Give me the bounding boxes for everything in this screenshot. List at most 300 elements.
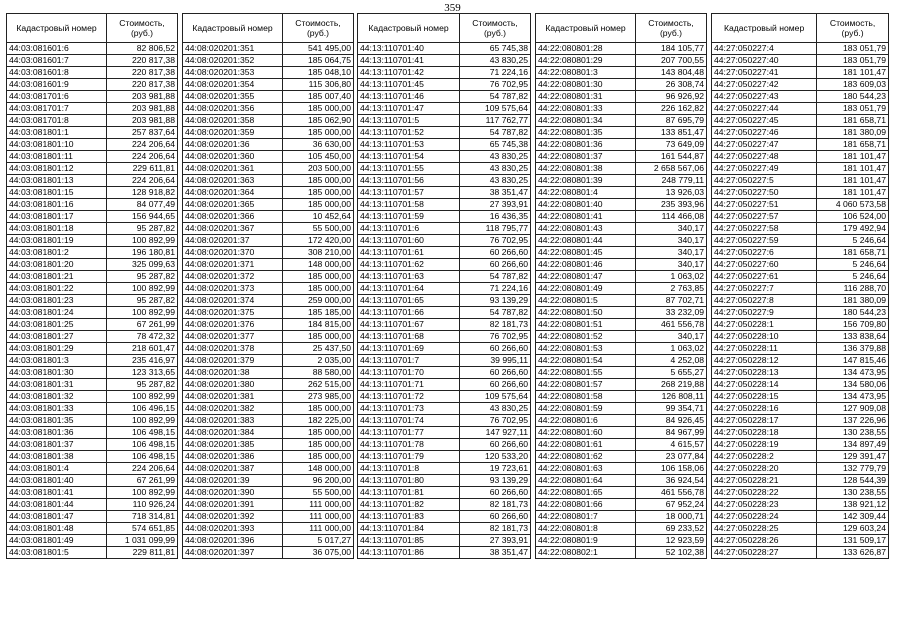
table-row [712,187,889,199]
cost-cell: 67 261,99 [107,319,178,331]
cost-cell: 185 000,00 [283,127,354,139]
table-row [712,139,889,151]
cost-cell: 2 763,85 [636,283,707,295]
cost-cell: 100 892,99 [107,283,178,295]
cadastral-number-cell: 44:08:020201:358 [183,115,283,127]
cost-cell: 325 099,63 [107,259,178,271]
cadastral-number-cell: 44:27:050227:51 [712,199,817,211]
cost-cell: 134 473,95 [817,391,889,403]
cost-cell: 87 695,79 [636,115,707,127]
table-row [358,319,531,331]
table-row [7,43,178,55]
cadastral-number-cell: 44:22:080801:40 [536,199,636,211]
cadastral-number-cell: 44:08:020201:365 [183,199,283,211]
table-row [712,511,889,523]
cadastral-number-cell: 44:03:081801:17 [7,211,107,223]
cadastral-number-cell: 44:22:080801:29 [536,55,636,67]
cadastral-number-cell: 44:27:050227:6 [712,247,817,259]
table-row [183,103,354,115]
cadastral-table [357,13,531,559]
header-number: Кадастровый номер [536,14,636,43]
cost-cell: 132 779,79 [817,463,889,475]
cadastral-number-cell: 44:13:110701:78 [358,439,460,451]
table-row [7,283,178,295]
table-row [358,139,531,151]
cost-cell: 203 500,00 [283,163,354,175]
cadastral-number-cell: 44:22:080801:6 [536,415,636,427]
header-cost: Стоимость, (руб.) [817,14,889,43]
cadastral-number-cell: 44:03:081801:40 [7,475,107,487]
cadastral-number-cell: 44:08:020201:372 [183,271,283,283]
cost-cell: 54 787,82 [460,271,531,283]
cadastral-number-cell: 44:03:081801:16 [7,199,107,211]
cadastral-number-cell: 44:22:080801:7 [536,511,636,523]
table-row [712,367,889,379]
table-row [7,259,178,271]
table-row [7,379,178,391]
cost-cell: 203 981,88 [107,115,178,127]
cadastral-number-cell: 44:03:081801:13 [7,175,107,187]
cost-cell: 52 102,38 [636,547,707,559]
cost-cell: 340,17 [636,223,707,235]
table-row [712,163,889,175]
table-row [712,427,889,439]
cadastral-number-cell: 44:03:081801:36 [7,427,107,439]
cadastral-number-cell: 44:27:050227:5 [712,175,817,187]
cost-cell: 1 063,02 [636,271,707,283]
cost-cell: 128 544,39 [817,475,889,487]
cost-cell: 224 206,64 [107,139,178,151]
cost-cell: 110 926,24 [107,499,178,511]
table-row [712,475,889,487]
cadastral-number-cell: 44:08:020201:379 [183,355,283,367]
cost-cell: 128 918,82 [107,187,178,199]
cost-cell: 43 830,25 [460,175,531,187]
table-row [358,271,531,283]
cost-cell: 109 575,64 [460,391,531,403]
cost-cell: 262 515,00 [283,379,354,391]
table-row [358,343,531,355]
table-row [358,151,531,163]
cadastral-number-cell: 44:03:081801:24 [7,307,107,319]
table-row [712,307,889,319]
cadastral-number-cell: 44:13:110701:62 [358,259,460,271]
table-row [183,163,354,175]
cost-cell: 268 219,88 [636,379,707,391]
table-row [183,511,354,523]
cost-cell: 5 655,27 [636,367,707,379]
header-number: Кадастровый номер [183,14,283,43]
table-row [358,427,531,439]
cost-cell: 116 288,70 [817,283,889,295]
cost-cell: 54 787,82 [460,127,531,139]
table-row [183,211,354,223]
cost-cell: 43 830,25 [460,151,531,163]
cadastral-number-cell: 44:13:110701:82 [358,499,460,511]
cadastral-number-cell: 44:22:080801:35 [536,127,636,139]
table-row [7,391,178,403]
table-row [536,355,707,367]
table-row [183,115,354,127]
cost-cell: 16 436,35 [460,211,531,223]
table-row [183,271,354,283]
cadastral-number-cell: 44:08:020201:396 [183,535,283,547]
cost-cell: 129 391,47 [817,451,889,463]
cadastral-number-cell: 44:03:081801:18 [7,223,107,235]
table-row [183,91,354,103]
cost-cell: 23 077,84 [636,451,707,463]
cost-cell: 182 225,00 [283,415,354,427]
cost-cell: 5 246,64 [817,259,889,271]
cadastral-number-cell: 44:22:080801:4 [536,187,636,199]
cadastral-number-cell: 44:13:110701:56 [358,175,460,187]
cost-cell: 76 702,95 [460,331,531,343]
cadastral-number-cell: 44:27:050228:15 [712,391,817,403]
cadastral-number-cell: 44:08:020201:367 [183,223,283,235]
cadastral-number-cell: 44:22:080801:33 [536,103,636,115]
cadastral-number-cell: 44:13:110701:47 [358,103,460,115]
cost-cell: 95 287,82 [107,271,178,283]
cost-cell: 60 266,60 [460,379,531,391]
cadastral-number-cell: 44:13:110701:71 [358,379,460,391]
table-row [183,343,354,355]
table-row [358,487,531,499]
table-row [536,283,707,295]
cadastral-number-cell: 44:27:050227:45 [712,115,817,127]
table-row [7,439,178,451]
table-row [7,271,178,283]
cost-cell: 27 393,91 [460,199,531,211]
cost-cell: 95 287,82 [107,295,178,307]
cost-cell: 129 603,24 [817,523,889,535]
cost-cell: 130 238,55 [817,487,889,499]
cadastral-number-cell: 44:27:050228:14 [712,379,817,391]
table-row [712,295,889,307]
cadastral-number-cell: 44:22:080802:1 [536,547,636,559]
cadastral-number-cell: 44:03:081801:30 [7,367,107,379]
table-row [183,67,354,79]
cadastral-number-cell: 44:27:050227:4 [712,43,817,55]
cost-cell: 181 101,47 [817,163,889,175]
cadastral-number-cell: 44:13:110701:68 [358,331,460,343]
cost-cell: 172 420,00 [283,235,354,247]
table-row [7,319,178,331]
cost-cell: 185 007,40 [283,91,354,103]
cadastral-number-cell: 44:27:050228:27 [712,547,817,559]
cadastral-number-cell: 44:27:050227:43 [712,91,817,103]
table-row [183,487,354,499]
cadastral-number-cell: 44:22:080801:8 [536,523,636,535]
table-row [358,547,531,559]
table-row [183,499,354,511]
cost-cell: 183 051,79 [817,43,889,55]
cost-cell: 82 181,73 [460,499,531,511]
page-number: 359 [444,2,461,14]
table-row [7,355,178,367]
table-row [358,199,531,211]
cadastral-number-cell: 44:27:050227:42 [712,79,817,91]
header-cost: Стоимость, (руб.) [636,14,707,43]
cost-cell: 181 658,71 [817,115,889,127]
cadastral-number-cell: 44:03:081701:7 [7,103,107,115]
cadastral-number-cell: 44:27:050228:19 [712,439,817,451]
table-row [712,535,889,547]
table-row [358,247,531,259]
cadastral-number-cell: 44:27:050228:26 [712,535,817,547]
cost-cell: 235 416,97 [107,355,178,367]
cadastral-number-cell: 44:13:110701:53 [358,139,460,151]
table-row [536,487,707,499]
table-row [712,331,889,343]
cost-cell: 136 379,88 [817,343,889,355]
cost-cell: 138 921,12 [817,499,889,511]
cost-cell: 224 206,64 [107,151,178,163]
table-row [536,67,707,79]
cadastral-number-cell: 44:27:050227:46 [712,127,817,139]
cadastral-number-cell: 44:27:050228:21 [712,475,817,487]
table-row [183,403,354,415]
table-row [183,427,354,439]
cadastral-number-cell: 44:13:110701:63 [358,271,460,283]
table-row [358,463,531,475]
cadastral-number-cell: 44:03:081801:11 [7,151,107,163]
table-row [183,439,354,451]
table-row [712,91,889,103]
cadastral-number-cell: 44:22:080801:5 [536,295,636,307]
table-row [7,55,178,67]
cadastral-number-cell: 44:08:020201:380 [183,379,283,391]
cost-cell: 39 995,11 [460,355,531,367]
table-row [183,475,354,487]
cost-cell: 106 498,15 [107,439,178,451]
cost-cell: 574 651,85 [107,523,178,535]
cadastral-table [711,13,889,559]
cadastral-number-cell: 44:03:081801:33 [7,403,107,415]
cadastral-number-cell: 44:03:081801:27 [7,331,107,343]
cost-cell: 185 000,00 [283,427,354,439]
cadastral-number-cell: 44:08:020201:386 [183,451,283,463]
cost-cell: 340,17 [636,247,707,259]
table-row [536,367,707,379]
cadastral-number-cell: 44:08:020201:360 [183,151,283,163]
table-row [712,211,889,223]
table-row [7,331,178,343]
cost-cell: 106 158,06 [636,463,707,475]
cadastral-number-cell: 44:27:050228:17 [712,415,817,427]
cadastral-number-cell: 44:13:110701:85 [358,535,460,547]
cadastral-number-cell: 44:08:020201:37 [183,235,283,247]
table-row [7,139,178,151]
cadastral-number-cell: 44:03:081801:38 [7,451,107,463]
cadastral-number-cell: 44:22:080801:34 [536,115,636,127]
cost-cell: 2 658 567,06 [636,163,707,175]
cadastral-number-cell: 44:08:020201:391 [183,499,283,511]
cadastral-number-cell: 44:03:081701:6 [7,91,107,103]
cost-cell: 181 658,71 [817,139,889,151]
cost-cell: 203 981,88 [107,91,178,103]
table-row [7,367,178,379]
header-row [183,14,354,43]
cost-cell: 185 062,90 [283,115,354,127]
table-row [7,295,178,307]
table-row [358,307,531,319]
cost-cell: 84 926,45 [636,415,707,427]
cost-cell: 5 246,64 [817,271,889,283]
cadastral-number-cell: 44:03:081801:21 [7,271,107,283]
cost-cell: 111 000,00 [283,523,354,535]
cadastral-number-cell: 44:08:020201:370 [183,247,283,259]
cost-cell: 55 500,00 [283,487,354,499]
cadastral-number-cell: 44:08:020201:36 [183,139,283,151]
cost-cell: 43 830,25 [460,403,531,415]
cost-cell: 111 000,00 [283,499,354,511]
cadastral-number-cell: 44:13:110701:57 [358,187,460,199]
cost-cell: 131 509,17 [817,535,889,547]
cadastral-table [182,13,354,559]
table-row [536,235,707,247]
cadastral-number-cell: 44:08:020201:375 [183,307,283,319]
table-row [7,487,178,499]
table-row [358,79,531,91]
cadastral-number-cell: 44:22:080801:43 [536,223,636,235]
cost-cell: 93 139,29 [460,295,531,307]
cost-cell: 5 246,64 [817,235,889,247]
table-row [7,223,178,235]
table-row [358,331,531,343]
cost-cell: 185 000,00 [283,331,354,343]
cost-cell: 36 630,00 [283,139,354,151]
cost-cell: 25 437,50 [283,343,354,355]
cadastral-number-cell: 44:13:110701:83 [358,511,460,523]
cadastral-number-cell: 44:13:110701:74 [358,415,460,427]
cadastral-number-cell: 44:13:110701:54 [358,151,460,163]
table-row [358,175,531,187]
cost-cell: 65 745,38 [460,139,531,151]
cost-cell: 43 830,25 [460,163,531,175]
cadastral-number-cell: 44:08:020201:361 [183,163,283,175]
table-row [358,535,531,547]
cadastral-number-cell: 44:27:050228:25 [712,523,817,535]
table-row [712,319,889,331]
table-row [358,451,531,463]
cost-cell: 36 924,54 [636,475,707,487]
cadastral-number-cell: 44:03:081801:23 [7,295,107,307]
cadastral-number-cell: 44:27:050228:23 [712,499,817,511]
cadastral-number-cell: 44:27:050228:24 [712,511,817,523]
table-row [712,343,889,355]
cost-cell: 38 351,47 [460,187,531,199]
table-row [7,175,178,187]
cadastral-number-cell: 44:27:050227:57 [712,211,817,223]
cadastral-number-cell: 44:13:110701:5 [358,115,460,127]
cadastral-number-cell: 44:22:080801:28 [536,43,636,55]
cost-cell: 181 101,47 [817,175,889,187]
table-row [536,463,707,475]
cadastral-number-cell: 44:08:020201:397 [183,547,283,559]
table-row [358,355,531,367]
cadastral-number-cell: 44:03:081701:8 [7,115,107,127]
cost-cell: 257 837,64 [107,127,178,139]
cost-cell: 185 000,00 [283,271,354,283]
cost-cell: 134 473,95 [817,367,889,379]
cadastral-number-cell: 44:22:080801:62 [536,451,636,463]
cost-cell: 134 580,06 [817,379,889,391]
cost-cell: 123 313,65 [107,367,178,379]
table-row [7,307,178,319]
table-row [183,235,354,247]
cost-cell: 718 314,81 [107,511,178,523]
cost-cell: 71 224,16 [460,67,531,79]
table-row [536,199,707,211]
table-row [358,235,531,247]
cadastral-number-cell: 44:22:080801:52 [536,331,636,343]
cadastral-number-cell: 44:08:020201:366 [183,211,283,223]
cost-cell: 220 817,38 [107,55,178,67]
cadastral-number-cell: 44:13:110701:70 [358,367,460,379]
table-row [7,163,178,175]
table-row [7,103,178,115]
header-cost: Стоимость, (руб.) [460,14,531,43]
cadastral-number-cell: 44:03:081801:2 [7,247,107,259]
table-row [536,211,707,223]
cost-cell: 181 380,09 [817,295,889,307]
table-row [536,115,707,127]
table-row [358,55,531,67]
table-row [358,415,531,427]
cadastral-number-cell: 44:03:081801:1 [7,127,107,139]
cost-cell: 133 851,47 [636,127,707,139]
cadastral-number-cell: 44:03:081801:44 [7,499,107,511]
cost-cell: 185 000,00 [283,187,354,199]
cadastral-number-cell: 44:22:080801:37 [536,151,636,163]
cadastral-number-cell: 44:22:080801:41 [536,211,636,223]
cadastral-number-cell: 44:22:080801:53 [536,343,636,355]
cost-cell: 60 266,60 [460,439,531,451]
cadastral-number-cell: 44:08:020201:383 [183,415,283,427]
cost-cell: 76 702,95 [460,79,531,91]
cost-cell: 84 967,99 [636,427,707,439]
cost-cell: 134 897,49 [817,439,889,451]
table-row [536,151,707,163]
table-row [183,175,354,187]
cadastral-number-cell: 44:08:020201:363 [183,175,283,187]
cost-cell: 82 181,73 [460,319,531,331]
cost-cell: 137 226,96 [817,415,889,427]
table-row [183,151,354,163]
cadastral-number-cell: 44:03:081801:32 [7,391,107,403]
cadastral-number-cell: 44:27:050228:12 [712,355,817,367]
cadastral-number-cell: 44:22:080801:36 [536,139,636,151]
cadastral-number-cell: 44:08:020201:359 [183,127,283,139]
cadastral-number-cell: 44:03:081801:22 [7,283,107,295]
table-row [536,271,707,283]
cadastral-number-cell: 44:08:020201:353 [183,67,283,79]
cadastral-number-cell: 44:13:110701:84 [358,523,460,535]
cadastral-number-cell: 44:08:020201:356 [183,103,283,115]
cost-cell: 180 544,23 [817,91,889,103]
cadastral-number-cell: 44:22:080801:44 [536,235,636,247]
table-row [183,463,354,475]
table-row [358,187,531,199]
table-row [712,199,889,211]
table-row [183,79,354,91]
cost-cell: 461 556,78 [636,319,707,331]
cost-cell: 87 702,71 [636,295,707,307]
table-row [536,523,707,535]
cost-cell: 109 575,64 [460,103,531,115]
cost-cell: 60 266,60 [460,259,531,271]
cadastral-number-cell: 44:13:110701:72 [358,391,460,403]
